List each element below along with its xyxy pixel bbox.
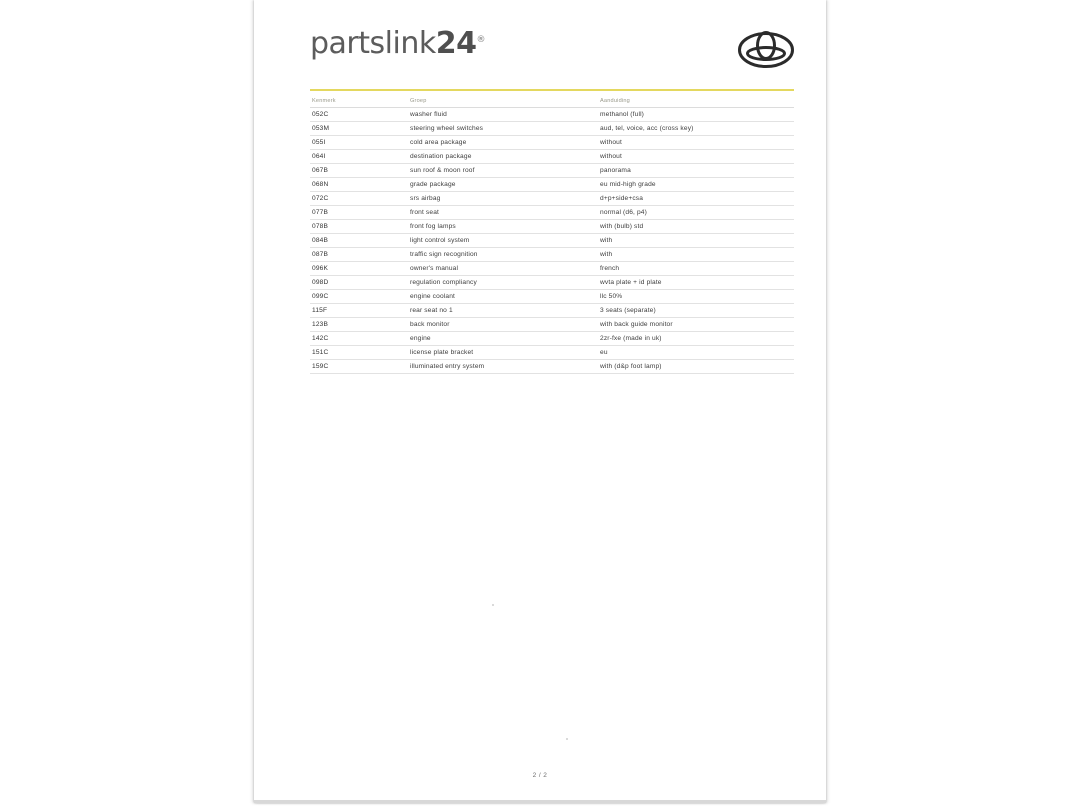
cell-groep: destination package	[408, 150, 598, 164]
cell-groep: owner's manual	[408, 262, 598, 276]
table-row	[310, 332, 794, 346]
cell-groep: srs airbag	[408, 192, 598, 206]
brand-text-artslink: artslink	[328, 26, 436, 61]
table-row	[310, 318, 794, 332]
table-row	[310, 234, 794, 248]
toyota-logo-icon	[738, 30, 794, 70]
page-number: 2 / 2	[532, 772, 548, 779]
cell-aanduiding: normal (d6, p4)	[598, 206, 794, 220]
cell-kenmerk: 142C	[310, 332, 408, 346]
cell-groep: engine coolant	[408, 290, 598, 304]
cell-aanduiding: with	[598, 234, 794, 248]
cell-groep: cold area package	[408, 136, 598, 150]
column-header-aanduiding: Aanduiding	[598, 96, 794, 108]
cell-groep: traffic sign recognition	[408, 248, 598, 262]
table-header-row	[310, 96, 794, 108]
column-header-groep: Groep	[408, 96, 598, 108]
cell-aanduiding: with back guide monitor	[598, 318, 794, 332]
cell-aanduiding: aud, tel, voice, acc (cross key)	[598, 122, 794, 136]
cell-groep: regulation compliancy	[408, 276, 598, 290]
cell-aanduiding: without	[598, 150, 794, 164]
registered-trademark-icon: ®	[476, 35, 485, 45]
cell-kenmerk: 068N	[310, 178, 408, 192]
cell-kenmerk: 064I	[310, 150, 408, 164]
header-divider	[310, 89, 794, 91]
cell-kenmerk: 077B	[310, 206, 408, 220]
cell-kenmerk: 151C	[310, 346, 408, 360]
cell-groep: light control system	[408, 234, 598, 248]
cell-groep: back monitor	[408, 318, 598, 332]
table-row	[310, 164, 794, 178]
cell-kenmerk: 098D	[310, 276, 408, 290]
table-row	[310, 262, 794, 276]
brand-text-24: 24	[435, 26, 477, 61]
cell-aanduiding: d+p+side+csa	[598, 192, 794, 206]
table-body	[310, 108, 794, 374]
cell-kenmerk: 067B	[310, 164, 408, 178]
cell-kenmerk: 099C	[310, 290, 408, 304]
document-header	[310, 26, 794, 82]
table-row	[310, 360, 794, 374]
cell-groep: steering wheel switches	[408, 122, 598, 136]
cell-kenmerk: 072C	[310, 192, 408, 206]
cell-aanduiding: wvta plate + id plate	[598, 276, 794, 290]
table-row	[310, 304, 794, 318]
cell-aanduiding: llc 50%	[598, 290, 794, 304]
table-row	[310, 150, 794, 164]
cell-kenmerk: 096K	[310, 262, 408, 276]
cell-kenmerk: 078B	[310, 220, 408, 234]
cell-groep: front seat	[408, 206, 598, 220]
partslink24-wordmark	[310, 26, 485, 61]
page-artifact-dot	[566, 738, 568, 740]
page-artifact-dot	[492, 604, 494, 606]
table-row	[310, 220, 794, 234]
cell-aanduiding: french	[598, 262, 794, 276]
cell-groep: rear seat no 1	[408, 304, 598, 318]
brand-text-p: p	[310, 26, 329, 61]
table-row	[310, 136, 794, 150]
table-row	[310, 346, 794, 360]
cell-aanduiding: without	[598, 136, 794, 150]
cell-kenmerk: 087B	[310, 248, 408, 262]
specification-table	[310, 96, 794, 374]
cell-groep: front fog lamps	[408, 220, 598, 234]
table-row	[310, 108, 794, 122]
cell-aanduiding: panorama	[598, 164, 794, 178]
cell-groep: license plate bracket	[408, 346, 598, 360]
table-row	[310, 248, 794, 262]
cell-aanduiding: with (d&p foot lamp)	[598, 360, 794, 374]
cell-aanduiding: eu	[598, 346, 794, 360]
cell-aanduiding: with (bulb) std	[598, 220, 794, 234]
cell-aanduiding: 2zr-fxe (made in uk)	[598, 332, 794, 346]
cell-kenmerk: 052C	[310, 108, 408, 122]
cell-kenmerk: 084B	[310, 234, 408, 248]
table-row	[310, 192, 794, 206]
cell-groep: illuminated entry system	[408, 360, 598, 374]
table-row	[310, 122, 794, 136]
document-page	[254, 0, 826, 803]
table-row	[310, 276, 794, 290]
cell-kenmerk: 123B	[310, 318, 408, 332]
cell-aanduiding: eu mid-high grade	[598, 178, 794, 192]
cell-aanduiding: 3 seats (separate)	[598, 304, 794, 318]
cell-kenmerk: 159C	[310, 360, 408, 374]
cell-groep: washer fluid	[408, 108, 598, 122]
cell-aanduiding: methanol (full)	[598, 108, 794, 122]
cell-groep: sun roof & moon roof	[408, 164, 598, 178]
column-header-kenmerk: Kenmerk	[310, 96, 408, 108]
table-row	[310, 206, 794, 220]
cell-groep: grade package	[408, 178, 598, 192]
table-row	[310, 290, 794, 304]
table-row	[310, 178, 794, 192]
cell-aanduiding: with	[598, 248, 794, 262]
cell-groep: engine	[408, 332, 598, 346]
cell-kenmerk: 053M	[310, 122, 408, 136]
cell-kenmerk: 055I	[310, 136, 408, 150]
cell-kenmerk: 115F	[310, 304, 408, 318]
